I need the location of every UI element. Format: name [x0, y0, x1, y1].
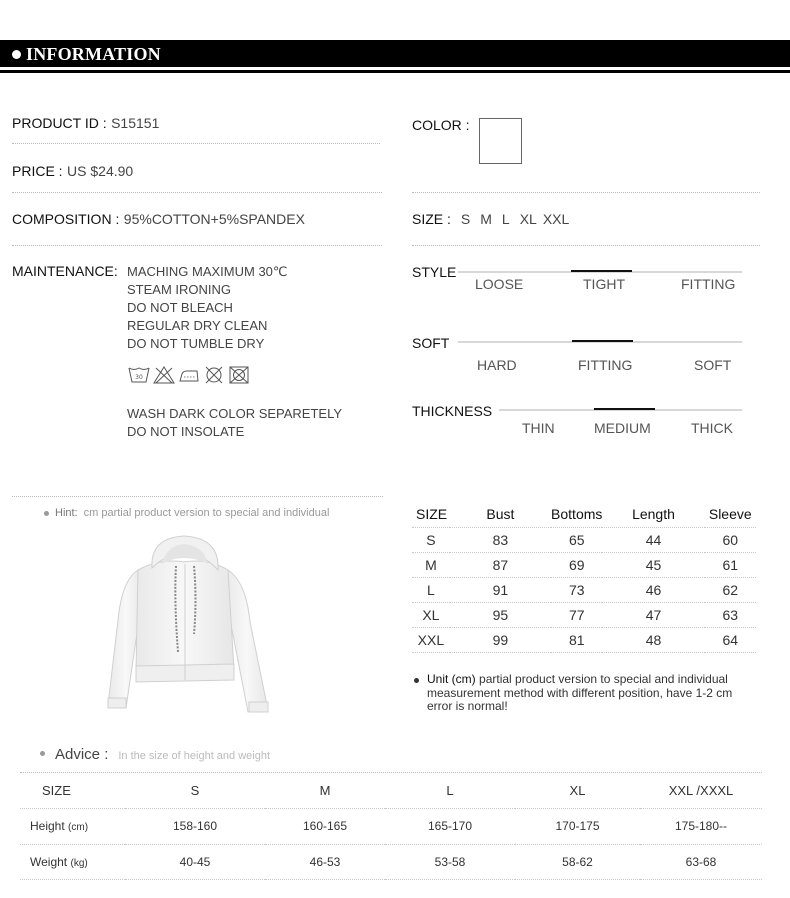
- color-swatch[interactable]: [479, 118, 522, 164]
- scale-option-selected: FITTING: [578, 357, 633, 373]
- scale-option: THIN: [522, 420, 555, 436]
- hint-row: [44, 507, 329, 519]
- size-option[interactable]: XL: [519, 211, 537, 227]
- maintenance-line: DO NOT INSOLATE: [127, 424, 245, 439]
- table-cell: 65: [551, 528, 602, 553]
- composition-value: 95%COTTON+5%SPANDEX: [123, 211, 305, 227]
- row-unit: (kg): [70, 857, 88, 869]
- thickness-label: THICKNESS: [412, 403, 493, 419]
- table-cell: 63-68: [640, 844, 762, 879]
- soft-label: SOFT: [412, 335, 450, 351]
- wash-30-icon: [128, 366, 150, 384]
- size-row: [412, 211, 569, 227]
- table-cell: 99: [450, 628, 551, 653]
- scale-option: THICK: [691, 420, 733, 436]
- maintenance-line: WASH DARK COLOR SEPARETELY: [127, 406, 343, 421]
- care-icons: [128, 366, 250, 384]
- table-row: [412, 628, 756, 653]
- size-option[interactable]: S: [460, 211, 471, 227]
- table-cell: 44: [602, 528, 704, 553]
- scale-option: HARD: [477, 357, 517, 373]
- hint-label: Hint:: [55, 507, 78, 519]
- bullet-icon: [414, 678, 419, 683]
- table-cell: 46-53: [265, 844, 385, 879]
- column-header: Length: [602, 501, 704, 528]
- section-title-text: INFORMATION: [26, 44, 161, 64]
- maintenance-line: REGULAR DRY CLEAN: [127, 318, 268, 333]
- unit-note: [427, 673, 747, 714]
- row-unit: (cm): [68, 822, 89, 833]
- product-id-label: PRODUCT ID :: [12, 115, 107, 131]
- scale-option: SOFT: [694, 357, 732, 373]
- maintenance-extra: [127, 405, 342, 441]
- table-row: [412, 528, 756, 553]
- advice-table: [20, 773, 762, 880]
- advice-subtitle: In the size of height and weight: [118, 750, 271, 762]
- maintenance-line: MACHING MAXIMUM 30℃: [127, 264, 288, 279]
- scale-option-selected: TIGHT: [583, 276, 625, 292]
- maintenance-line: DO NOT BLEACH: [127, 300, 233, 315]
- row-label: Height: [30, 819, 65, 833]
- product-image: [100, 530, 275, 720]
- column-header: S: [125, 773, 265, 808]
- hint-text: cm partial product version to special and individual: [83, 507, 330, 519]
- table-cell: 58-62: [515, 844, 640, 879]
- table-row: [20, 844, 762, 879]
- scale-option: FITTING: [681, 276, 736, 292]
- table-cell: 53-58: [385, 844, 515, 879]
- table-cell: XL: [412, 603, 450, 628]
- table-cell: 45: [602, 553, 704, 578]
- size-option[interactable]: M: [480, 211, 492, 227]
- row-header: [20, 844, 125, 879]
- no-dry-clean-icon: [203, 366, 225, 384]
- divider: [412, 245, 760, 246]
- table-cell: 95: [450, 603, 551, 628]
- product-id-row: [12, 115, 159, 133]
- composition-label: COMPOSITION :: [12, 211, 120, 227]
- table-cell: 69: [551, 553, 602, 578]
- row-label: Weight: [30, 854, 68, 869]
- product-id-value: S15151: [111, 115, 160, 131]
- table-row: [20, 808, 762, 844]
- scale-option-selected: MEDIUM: [594, 420, 651, 436]
- divider: [12, 143, 380, 144]
- bullet-icon: [12, 50, 21, 59]
- table-cell: 160-165: [265, 808, 385, 844]
- table-row: [412, 553, 756, 578]
- table-row: [412, 603, 756, 628]
- soft-scale-marker: [572, 340, 633, 342]
- table-header-row: [20, 773, 762, 808]
- maintenance-list: [127, 263, 288, 353]
- table-cell: 63: [705, 603, 756, 628]
- column-header: Bust: [450, 501, 551, 528]
- table-cell: L: [412, 578, 450, 603]
- table-cell: 81: [551, 628, 602, 653]
- column-header: XL: [515, 773, 640, 808]
- unit-note-bold: Unit (cm): [427, 672, 476, 686]
- price-row: [12, 163, 133, 181]
- bullet-icon: [44, 511, 49, 516]
- section-title: [12, 44, 161, 65]
- no-bleach-icon: [153, 366, 175, 384]
- composition-row: [12, 211, 305, 229]
- divider: [12, 496, 383, 497]
- divider: [412, 192, 760, 193]
- size-table: [412, 501, 756, 653]
- table-cell: 60: [705, 528, 756, 553]
- size-option[interactable]: XXL: [542, 211, 570, 227]
- table-cell: 73: [551, 578, 602, 603]
- divider: [12, 192, 382, 193]
- table-cell: 47: [602, 603, 704, 628]
- header-rule: [0, 70, 790, 73]
- maintenance-label: MAINTENANCE:: [12, 263, 118, 279]
- column-header: M: [265, 773, 385, 808]
- table-cell: 46: [602, 578, 704, 603]
- table-cell: 165-170: [385, 808, 515, 844]
- scale-option: LOOSE: [475, 276, 524, 292]
- table-header-row: [412, 501, 756, 528]
- table-cell: 61: [705, 553, 756, 578]
- style-scale-marker: [571, 270, 632, 272]
- table-cell: 170-175: [515, 808, 640, 844]
- unit-note-text: partial product version to special and individual measurement method with different position, have 1-2 cm error is normal!: [427, 672, 733, 713]
- table-cell: 83: [450, 528, 551, 553]
- divider: [12, 245, 382, 246]
- iron-icon: [178, 366, 200, 384]
- price-label: PRICE :: [12, 163, 63, 179]
- table-cell: M: [412, 553, 450, 578]
- column-header: Sleeve: [705, 501, 756, 528]
- advice-row: [40, 746, 270, 763]
- table-cell: 175-180--: [640, 808, 762, 844]
- size-label: SIZE :: [412, 211, 451, 227]
- table-cell: 62: [705, 578, 756, 603]
- table-cell: 77: [551, 603, 602, 628]
- bullet-icon: [40, 751, 45, 756]
- table-cell: 87: [450, 553, 551, 578]
- color-label: COLOR :: [412, 117, 470, 133]
- table-cell: 158-160: [125, 808, 265, 844]
- table-cell: 40-45: [125, 844, 265, 879]
- wash-temp-label: 30: [135, 374, 143, 381]
- table-cell: 64: [705, 628, 756, 653]
- price-value: US $24.90: [67, 163, 134, 179]
- table-cell: S: [412, 528, 450, 553]
- style-label: STYLE: [412, 264, 457, 280]
- column-header: XXL /XXXL: [640, 773, 762, 808]
- advice-label: Advice :: [55, 746, 109, 763]
- column-header: L: [385, 773, 515, 808]
- size-option[interactable]: L: [501, 211, 510, 227]
- table-cell: 91: [450, 578, 551, 603]
- thickness-scale-marker: [594, 408, 655, 410]
- column-header: SIZE: [412, 501, 450, 528]
- column-header: Bottoms: [551, 501, 602, 528]
- maintenance-line: STEAM IRONING: [127, 282, 232, 297]
- table-row: [412, 578, 756, 603]
- maintenance-line: DO NOT TUMBLE DRY: [127, 336, 265, 351]
- row-header: [20, 808, 125, 844]
- table-cell: 48: [602, 628, 704, 653]
- column-header: SIZE: [20, 773, 125, 808]
- table-cell: XXL: [412, 628, 450, 653]
- no-tumble-dry-icon: [228, 366, 250, 384]
